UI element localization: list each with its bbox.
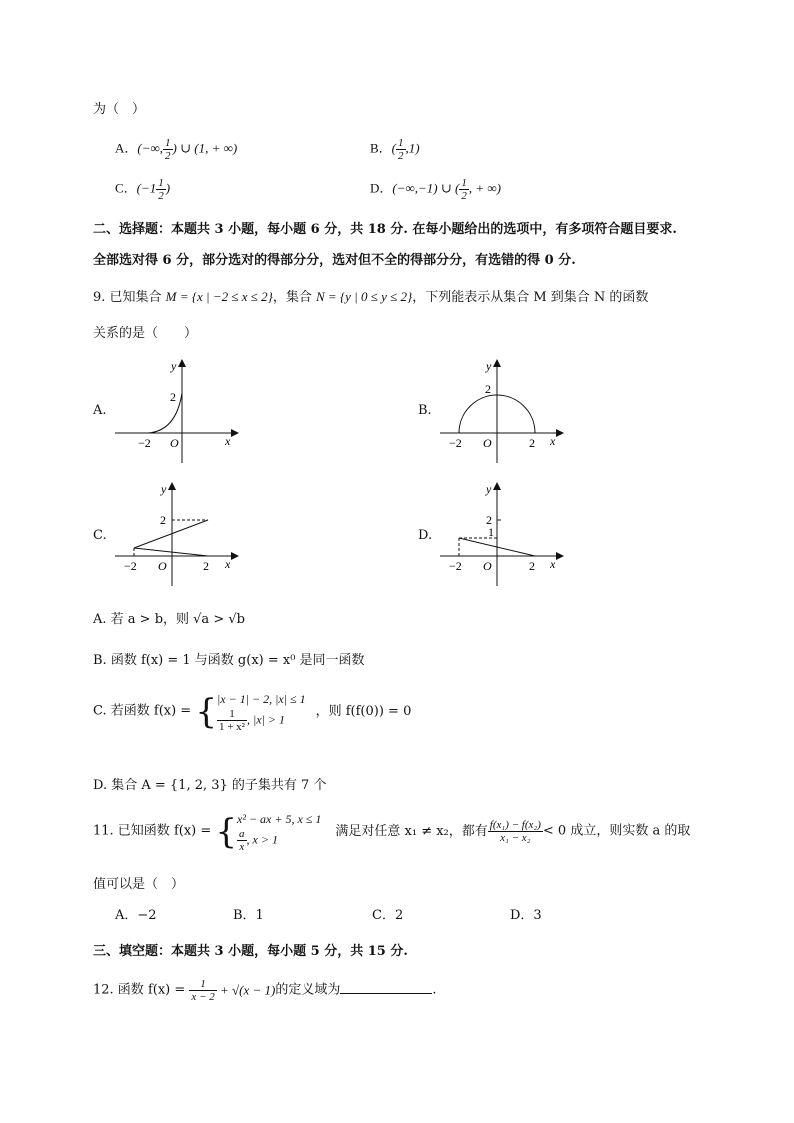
graph-d: [435, 478, 570, 588]
graph-a: [110, 355, 245, 465]
origin-label: O: [170, 436, 179, 450]
origin-label: O: [158, 559, 167, 573]
x-label: x: [225, 434, 231, 448]
q9-line1: 9. 已知集合 M = {x | −2 ≤ x ≤ 2}，集合 N = {y | 0 ≤ y ≤ 2}，下列能表示从集合 M 到集合 N 的函数: [93, 289, 649, 305]
origin-label: O: [483, 436, 492, 450]
tick-2-x: 2: [529, 559, 535, 573]
answer-blank[interactable]: [340, 981, 432, 994]
tick-2: 2: [485, 382, 491, 396]
segment-c-down: [134, 548, 208, 556]
q11-option-a: A．−2: [115, 908, 157, 923]
tick-2-x: 2: [529, 436, 535, 450]
tick-neg2: −2: [449, 436, 462, 450]
graph-label-a: A.: [93, 403, 107, 418]
tick-2: 2: [486, 513, 492, 527]
graph-label-b: B.: [418, 403, 432, 418]
q12-line: 12. 函数 f(x) = $\frac{1}{x - 2}$ + √(x − 1)的定义域为 .: [93, 978, 437, 1003]
section2-line1: 二、选择题：本题共 3 小题，每小题 6 分，共 18 分. 在每小题给出的选项中，有多项符合题目要求.: [93, 222, 677, 237]
graph-c: [110, 478, 245, 588]
q11-line2: 值可以是（ ）: [93, 877, 185, 892]
q10-option-b: B. 函数 f(x) = 1 与函数 g(x) = x⁰ 是同一函数: [93, 653, 365, 668]
y-label: y: [486, 482, 492, 496]
curve-a: [148, 393, 182, 433]
q8-option-c: C．(−1 $\frac{1}{2}$ ): [115, 177, 171, 202]
origin-label: O: [483, 559, 492, 573]
q11-option-b: B．1: [233, 908, 264, 923]
tick-1: 1: [488, 525, 494, 539]
segment-c-up: [134, 520, 208, 548]
x-label: x: [550, 557, 556, 571]
tick-neg2: −2: [449, 559, 462, 573]
q10-option-a: A. 若 a > b，则 √a > √b: [93, 612, 245, 627]
q8-option-d: D．(−∞,−1) ∪ ( $\frac{1}{2}$ , + ∞): [370, 177, 501, 202]
q9-line2: 关系的是（ ）: [93, 326, 198, 341]
tick-2: 2: [170, 390, 176, 404]
y-label: y: [486, 359, 492, 373]
tick-neg2: −2: [138, 436, 151, 450]
q11-option-c: C．2: [372, 908, 404, 923]
y-label: y: [161, 482, 167, 496]
x-label: x: [550, 434, 556, 448]
q8-option-b: B．( $\frac{1}{2}$ ,1): [370, 137, 420, 162]
q8-option-a: A．(−∞, $\frac{1}{2}$ ) ∪ (1, + ∞): [115, 137, 238, 162]
q10-option-d: D. 集合 A = {1, 2, 3} 的子集共有 7 个: [93, 778, 327, 793]
graph-b: [435, 355, 570, 465]
x-label: x: [225, 557, 231, 571]
tick-2: 2: [160, 513, 166, 527]
graph-label-c: C.: [93, 528, 107, 543]
section3-title: 三、填空题：本题共 3 小题，每小题 5 分，共 15 分.: [93, 944, 408, 959]
q8-tail: 为（ ）: [93, 102, 146, 117]
q11-option-d: D．3: [510, 908, 542, 923]
graph-label-d: D.: [418, 528, 433, 543]
q11-line1: 11. 已知函数 f(x) = { x² − ax + 5, x ≤ 1 $\frac{a}{x}$ , x > 1 满足对任意 x₁ ≠ x₂，都有 $\frac{\text{f(x₁) − f(x₂)}}{\text{x₁ − x₂}}$ < 0 成立，则实数 a 的取: [93, 811, 691, 853]
y-label: y: [171, 359, 177, 373]
tick-neg2: −2: [124, 559, 137, 573]
section2-line2: 全部选对得 6 分，部分选对的得部分分，选对但不全的得部分分，有选错的得 0 分.: [93, 253, 576, 268]
q10-option-c: C. 若函数 f(x) = { |x − 1| − 2, |x| ≤ 1 $\frac{1}{\text{1 + x²}}$ , |x| > 1 ，则 f(f(0)) = 0: [93, 691, 412, 733]
tick-2-x: 2: [203, 559, 209, 573]
